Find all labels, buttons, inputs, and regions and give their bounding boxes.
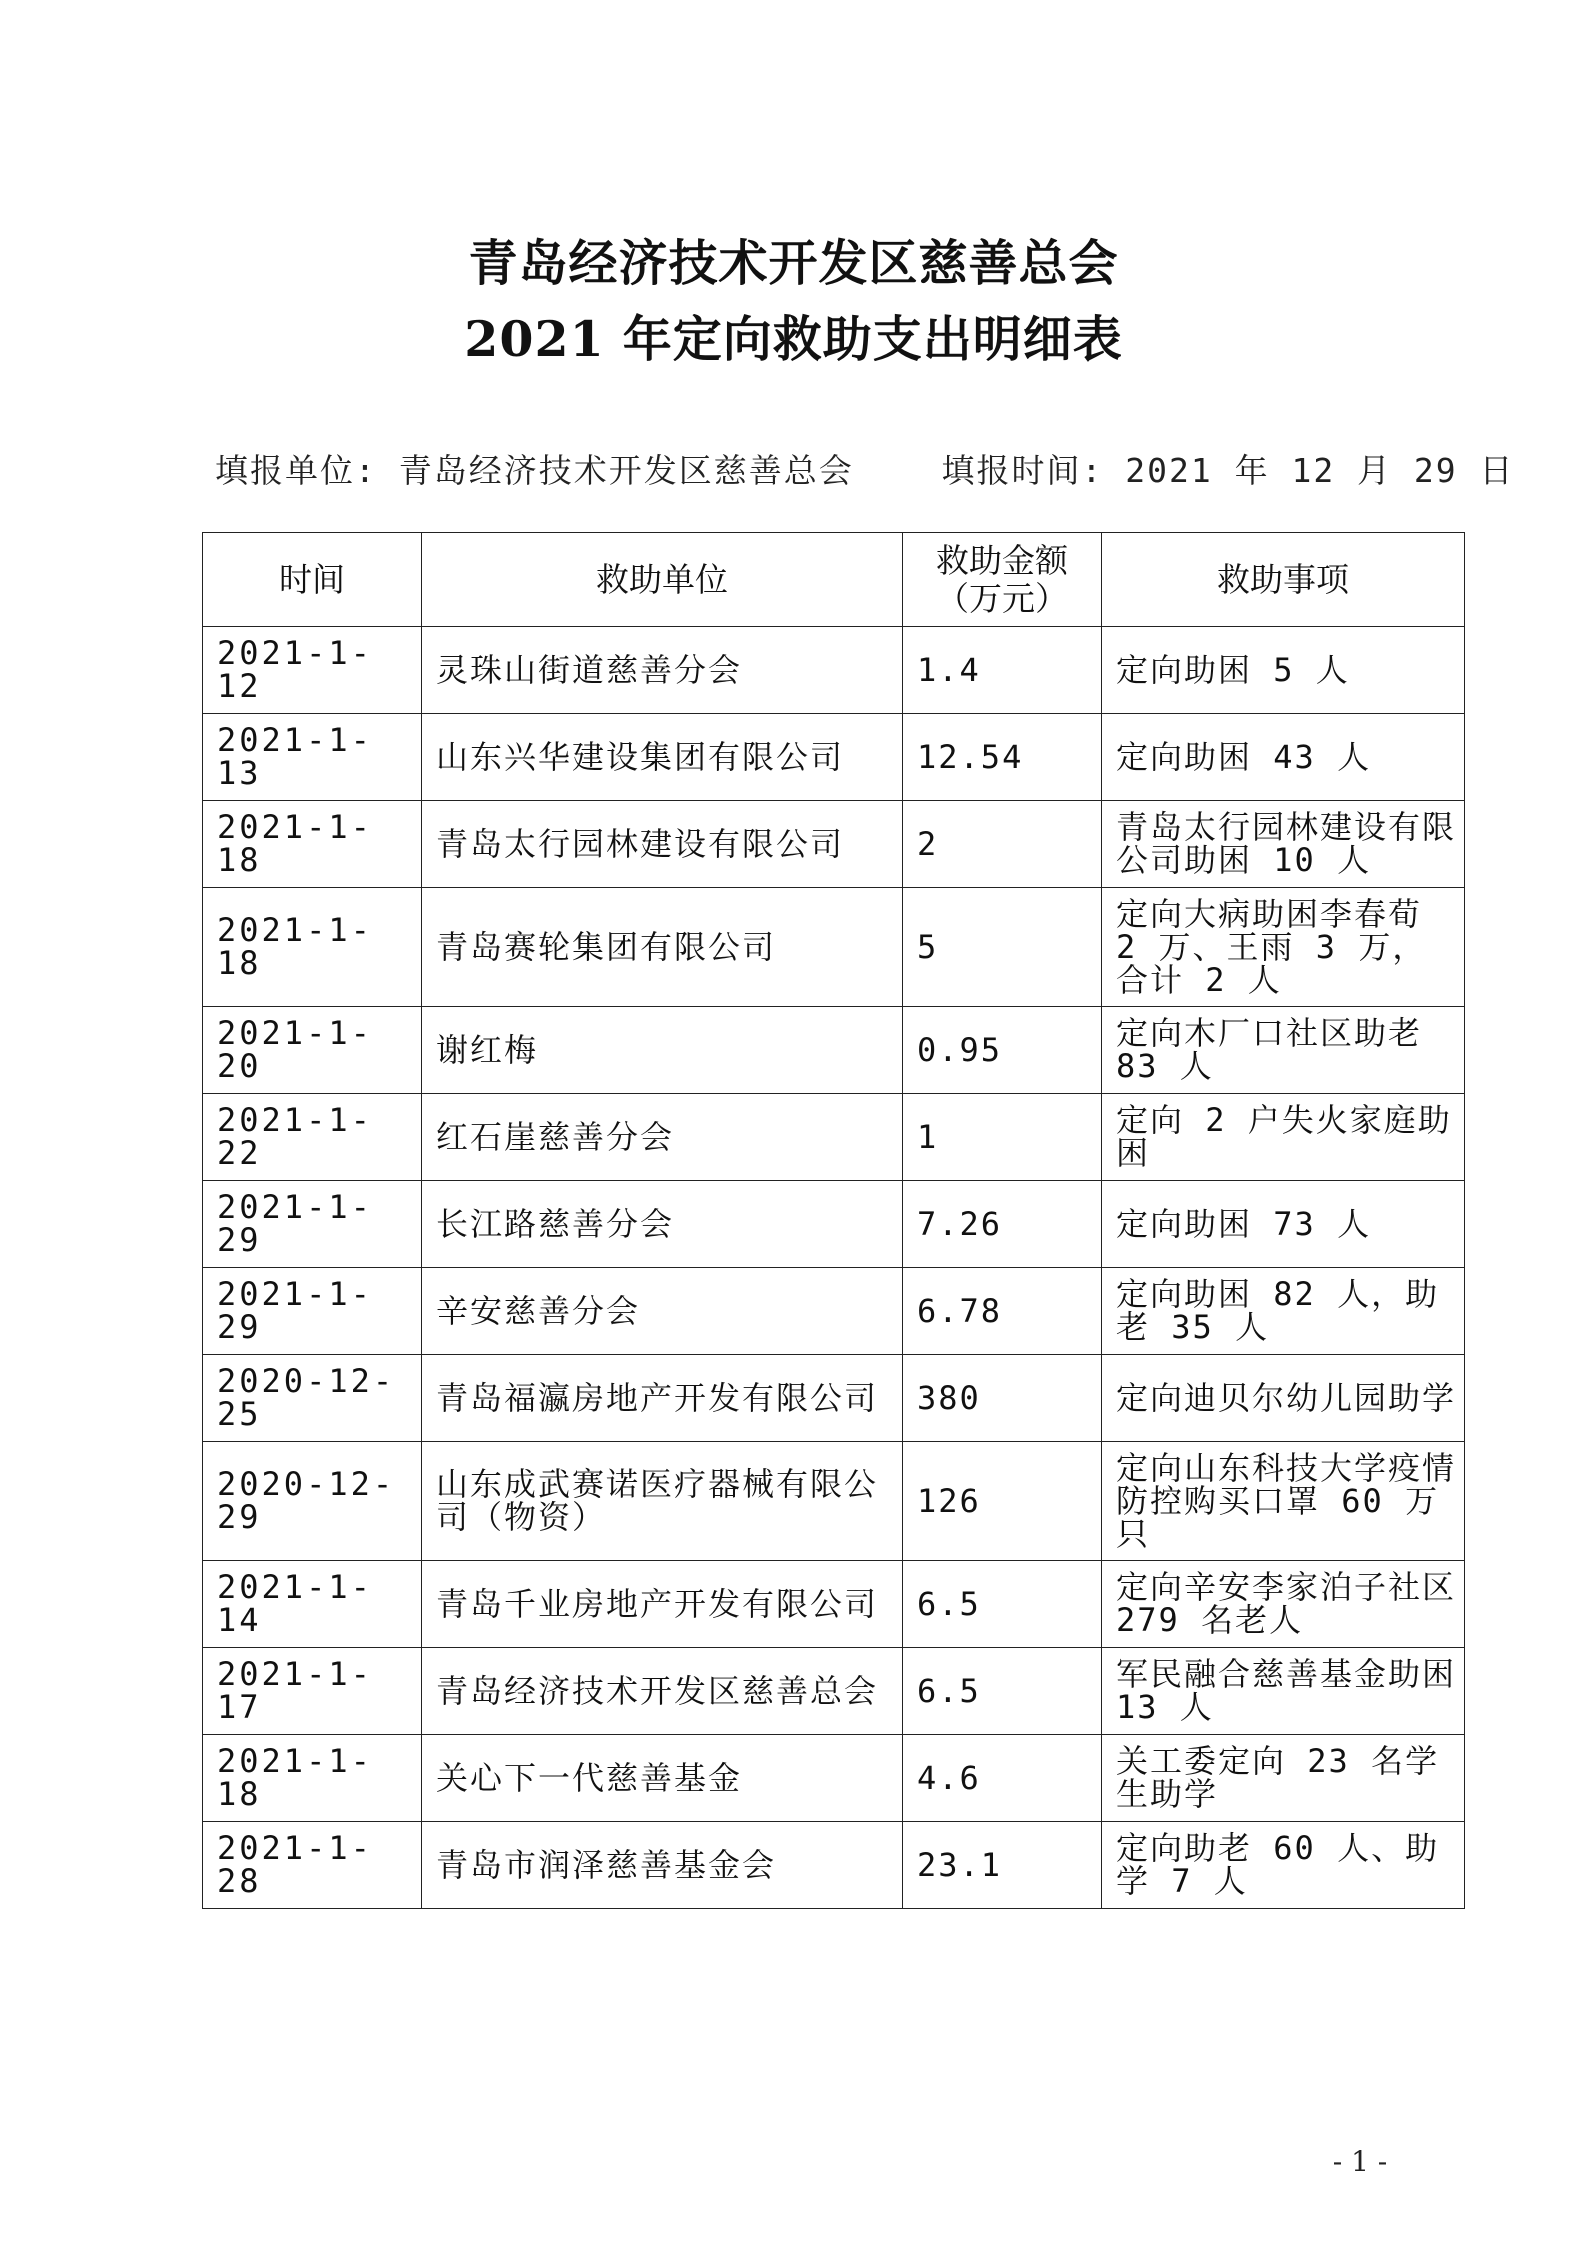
cell-date: 2021-1-14 bbox=[203, 1561, 422, 1648]
cell-date: 2021-1-13 bbox=[203, 714, 422, 801]
cell-date: 2020-12-29 bbox=[203, 1442, 422, 1561]
unit-label: 填报单位: bbox=[215, 451, 377, 490]
cell-unit: 灵珠山街道慈善分会 bbox=[422, 627, 903, 714]
table-row bbox=[203, 1561, 1465, 1648]
cell-item: 定向山东科技大学疫情防控购买口罩 60 万只 bbox=[1102, 1442, 1465, 1561]
cell-unit: 青岛福瀛房地产开发有限公司 bbox=[422, 1355, 903, 1442]
table-row bbox=[203, 1268, 1465, 1355]
cell-date: 2021-1-29 bbox=[203, 1268, 422, 1355]
cell-unit: 长江路慈善分会 bbox=[422, 1181, 903, 1268]
cell-amount: 5 bbox=[903, 888, 1102, 1007]
cell-amount: 0.95 bbox=[903, 1007, 1102, 1094]
report-meta bbox=[215, 446, 1515, 496]
table-row bbox=[203, 627, 1465, 714]
unit-value: 青岛经济技术开发区慈善总会 bbox=[398, 451, 854, 490]
cell-item: 定向 2 户失火家庭助困 bbox=[1102, 1094, 1465, 1181]
cell-unit: 辛安慈善分会 bbox=[422, 1268, 903, 1355]
table-row bbox=[203, 714, 1465, 801]
cell-amount: 1.4 bbox=[903, 627, 1102, 714]
cell-unit: 青岛千业房地产开发有限公司 bbox=[422, 1561, 903, 1648]
date-value: 2021 年 12 月 29 日 bbox=[1125, 451, 1515, 490]
cell-item: 定向助困 82 人，助老 35 人 bbox=[1102, 1268, 1465, 1355]
table-row bbox=[203, 1442, 1465, 1561]
cell-unit: 山东兴华建设集团有限公司 bbox=[422, 714, 903, 801]
cell-amount: 4.6 bbox=[903, 1735, 1102, 1822]
cell-date: 2021-1-18 bbox=[203, 801, 422, 888]
cell-unit: 谢红梅 bbox=[422, 1007, 903, 1094]
cell-date: 2020-12-25 bbox=[203, 1355, 422, 1442]
header-amount-line1: 救助金额 bbox=[936, 540, 1068, 580]
header-date: 时间 bbox=[203, 533, 422, 627]
cell-item: 定向大病助困李春荀 2 万、王雨 3 万，合计 2 人 bbox=[1102, 888, 1465, 1007]
cell-date: 2021-1-22 bbox=[203, 1094, 422, 1181]
cell-unit: 青岛赛轮集团有限公司 bbox=[422, 888, 903, 1007]
document-title bbox=[0, 225, 1587, 377]
cell-date: 2021-1-28 bbox=[203, 1822, 422, 1909]
date-label: 填报时间: bbox=[941, 451, 1104, 490]
header-item: 救助事项 bbox=[1102, 533, 1465, 627]
cell-unit: 青岛太行园林建设有限公司 bbox=[422, 801, 903, 888]
cell-item: 军民融合慈善基金助困 13 人 bbox=[1102, 1648, 1465, 1735]
table-row bbox=[203, 1822, 1465, 1909]
page-number: - 1 - bbox=[1332, 2145, 1388, 2178]
assistance-table bbox=[202, 532, 1465, 1909]
cell-amount: 380 bbox=[903, 1355, 1102, 1442]
table-row bbox=[203, 1735, 1465, 1822]
cell-item: 定向助困 5 人 bbox=[1102, 627, 1465, 714]
title-line-1: 青岛经济技术开发区慈善总会 bbox=[468, 234, 1119, 292]
table-row bbox=[203, 801, 1465, 888]
cell-amount: 6.5 bbox=[903, 1648, 1102, 1735]
cell-unit: 青岛市润泽慈善基金会 bbox=[422, 1822, 903, 1909]
cell-item: 定向木厂口社区助老 83 人 bbox=[1102, 1007, 1465, 1094]
cell-unit: 红石崖慈善分会 bbox=[422, 1094, 903, 1181]
table-header-row bbox=[203, 533, 1465, 627]
table-row bbox=[203, 1648, 1465, 1735]
cell-amount: 1 bbox=[903, 1094, 1102, 1181]
cell-date: 2021-1-17 bbox=[203, 1648, 422, 1735]
table-row bbox=[203, 888, 1465, 1007]
cell-unit: 青岛经济技术开发区慈善总会 bbox=[422, 1648, 903, 1735]
header-amount-line2: （万元） bbox=[936, 578, 1068, 618]
cell-amount: 6.78 bbox=[903, 1268, 1102, 1355]
cell-date: 2021-1-18 bbox=[203, 888, 422, 1007]
cell-date: 2021-1-20 bbox=[203, 1007, 422, 1094]
table-row bbox=[203, 1181, 1465, 1268]
cell-item: 定向迪贝尔幼儿园助学 bbox=[1102, 1355, 1465, 1442]
cell-amount: 6.5 bbox=[903, 1561, 1102, 1648]
cell-item: 定向助困 43 人 bbox=[1102, 714, 1465, 801]
title-line-2: 2021 年定向救助支出明细表 bbox=[464, 310, 1123, 368]
header-amount bbox=[903, 533, 1102, 627]
cell-amount: 7.26 bbox=[903, 1181, 1102, 1268]
cell-amount: 2 bbox=[903, 801, 1102, 888]
cell-item: 青岛太行园林建设有限公司助困 10 人 bbox=[1102, 801, 1465, 888]
cell-item: 关工委定向 23 名学生助学 bbox=[1102, 1735, 1465, 1822]
cell-item: 定向助老 60 人、助学 7 人 bbox=[1102, 1822, 1465, 1909]
header-unit: 救助单位 bbox=[422, 533, 903, 627]
table-row bbox=[203, 1355, 1465, 1442]
cell-amount: 12.54 bbox=[903, 714, 1102, 801]
cell-amount: 126 bbox=[903, 1442, 1102, 1561]
cell-date: 2021-1-18 bbox=[203, 1735, 422, 1822]
cell-unit: 山东成武赛诺医疗器械有限公司（物资） bbox=[422, 1442, 903, 1561]
cell-amount: 23.1 bbox=[903, 1822, 1102, 1909]
cell-date: 2021-1-12 bbox=[203, 627, 422, 714]
cell-item: 定向辛安李家泊子社区 279 名老人 bbox=[1102, 1561, 1465, 1648]
table-row bbox=[203, 1007, 1465, 1094]
table-row bbox=[203, 1094, 1465, 1181]
cell-unit: 关心下一代慈善基金 bbox=[422, 1735, 903, 1822]
cell-date: 2021-1-29 bbox=[203, 1181, 422, 1268]
cell-item: 定向助困 73 人 bbox=[1102, 1181, 1465, 1268]
